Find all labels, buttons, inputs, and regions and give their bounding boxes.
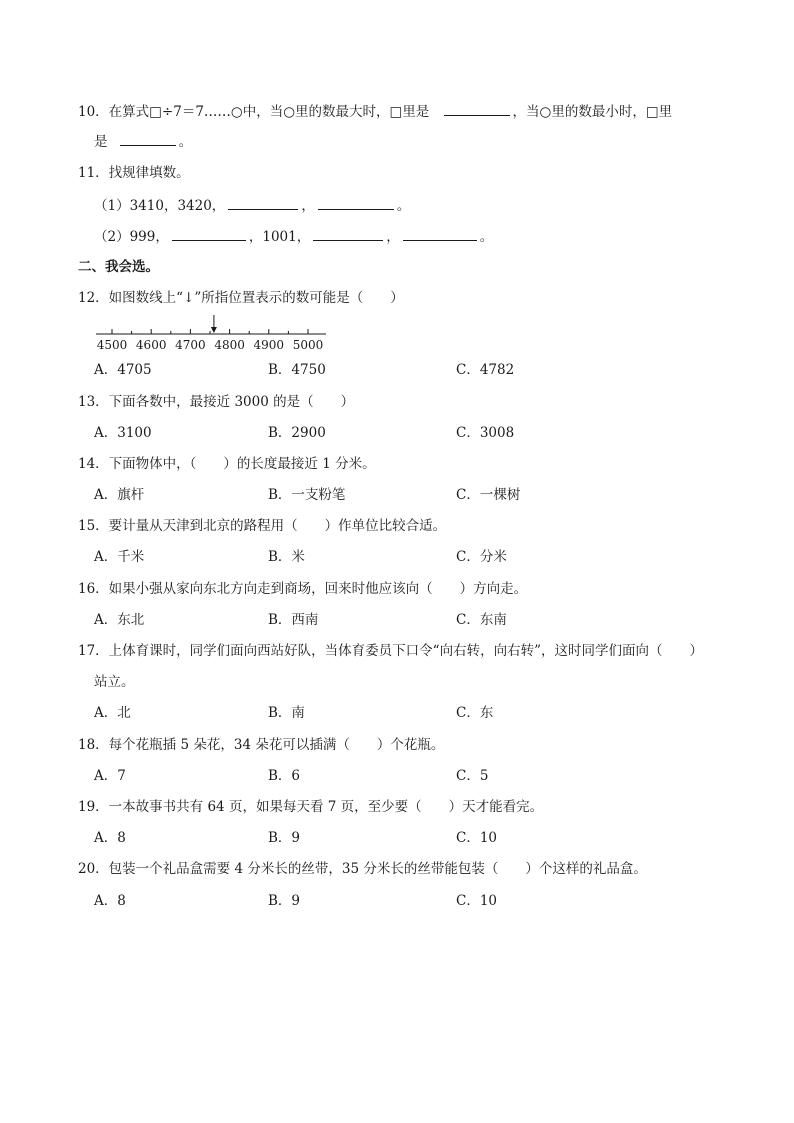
q14-option-c[interactable]: C．一棵树 xyxy=(456,487,521,503)
q12-stem-a: 12．如图数线上“ xyxy=(78,290,184,306)
q10-text-a: 10．在算式□÷7＝7……○中，当○里的数最大时，□里是 xyxy=(78,104,430,120)
q13-option-b[interactable]: B．2900 xyxy=(268,425,326,441)
q19-option-b[interactable]: B．9 xyxy=(268,830,301,846)
number-line-label: 4700 xyxy=(175,338,206,352)
question-14-stem: 14．下面物体中，（ ）的长度最接近 1 分米。 xyxy=(78,456,376,472)
question-11-sub-2 xyxy=(94,227,493,246)
question-10-line-2 xyxy=(94,132,192,151)
question-11-title: 11．找规律填数。 xyxy=(78,165,190,181)
q16-option-b[interactable]: B．西南 xyxy=(268,612,319,628)
q12-option-a[interactable]: A．4705 xyxy=(94,362,152,378)
number-line-label: 4900 xyxy=(253,338,285,352)
number-line xyxy=(94,313,334,353)
q11-sub1-prefix: （1）3410，3420， xyxy=(94,198,226,214)
question-11-sub-1 xyxy=(94,196,410,215)
question-12-stem xyxy=(78,289,404,307)
q17-option-c[interactable]: C．东 xyxy=(456,705,494,721)
q15-option-b[interactable]: B．米 xyxy=(268,549,305,565)
q16-option-a[interactable]: A．东北 xyxy=(94,612,145,628)
q11-sub1-blank-1[interactable] xyxy=(228,196,298,210)
q20-option-a[interactable]: A．8 xyxy=(94,893,126,909)
q11-sub2-prefix: （2）999， xyxy=(94,229,169,245)
q12-option-c[interactable]: C．4782 xyxy=(456,362,515,378)
q15-option-a[interactable]: A．千米 xyxy=(94,549,145,565)
q20-option-b[interactable]: B．9 xyxy=(268,893,301,909)
down-arrow-icon: ↓ xyxy=(183,290,195,306)
question-15-stem: 15．要计量从天津到北京的路程用（ ）作单位比较合适。 xyxy=(78,518,447,534)
q11-sub2-mid: ，1001， xyxy=(248,229,311,245)
q10-text-d: 。 xyxy=(178,134,193,150)
q12-stem-b: ”所指位置表示的数可能是（ ） xyxy=(194,290,404,306)
question-19-stem: 19．一本故事书共有 64 页，如果每天看 7 页，至少要（ ）天才能看完。 xyxy=(78,799,544,815)
number-line-svg xyxy=(94,313,334,353)
q18-option-c[interactable]: C．5 xyxy=(456,768,489,784)
question-18-stem: 18．每个花瓶插 5 朵花，34 朵花可以插满（ ）个花瓶。 xyxy=(78,737,445,753)
number-line-label: 4500 xyxy=(96,338,128,352)
q10-text-b: ，当○里的数最小时，□里 xyxy=(512,104,673,120)
q14-option-a[interactable]: A．旗杆 xyxy=(94,487,145,503)
number-line-label: 4800 xyxy=(214,338,245,352)
question-10-line-1 xyxy=(78,102,672,121)
q20-option-c[interactable]: C．10 xyxy=(456,893,498,909)
q15-option-c[interactable]: C．分米 xyxy=(456,549,507,565)
question-13-stem: 13．下面各数中，最接近 3000 的是（ ） xyxy=(78,394,355,410)
q19-option-a[interactable]: A．8 xyxy=(94,830,126,846)
q17-option-b[interactable]: B．南 xyxy=(268,705,305,721)
q11-sub2-sep: ， xyxy=(386,229,400,245)
q14-option-b[interactable]: B．一支粉笔 xyxy=(268,487,346,503)
q16-option-c[interactable]: C．东南 xyxy=(456,612,507,628)
q17-option-a[interactable]: A．北 xyxy=(94,705,131,721)
q19-option-c[interactable]: C．10 xyxy=(456,830,498,846)
q10-answer-blank-2[interactable] xyxy=(120,132,176,146)
q11-sub1-sep: ， xyxy=(301,198,315,214)
q18-option-a[interactable]: A．7 xyxy=(94,768,126,784)
q11-sub2-blank-1[interactable] xyxy=(172,227,246,241)
q11-sub2-blank-2[interactable] xyxy=(313,227,383,241)
q11-sub1-end: 。 xyxy=(396,198,411,214)
section-title: 二、我会选。 xyxy=(78,259,159,275)
q12-option-b[interactable]: B．4750 xyxy=(268,362,326,378)
q18-option-b[interactable]: B．6 xyxy=(268,768,301,784)
q11-sub2-end: 。 xyxy=(479,229,494,245)
question-16-stem: 16．如果小强从家向东北方向走到商场，回来时他应该向（ ）方向走。 xyxy=(78,581,528,597)
q13-option-c[interactable]: C．3008 xyxy=(456,425,515,441)
number-line-label: 4600 xyxy=(135,338,167,352)
question-17-stem-line-1: 17．上体育课时，同学们面向西站好队，当体育委员下口令“向右转，向右转”，这时同学们面向（ ） xyxy=(78,643,703,659)
q11-sub1-blank-2[interactable] xyxy=(318,196,394,210)
question-17-stem-line-2: 站立。 xyxy=(94,674,135,690)
number-line-label: 5000 xyxy=(292,338,324,352)
q11-sub2-blank-3[interactable] xyxy=(403,227,477,241)
q13-option-a[interactable]: A．3100 xyxy=(94,425,152,441)
question-20-stem: 20．包装一个礼品盒需要 4 分米长的丝带，35 分米长的丝带能包装（ ）个这样的礼品盒。 xyxy=(78,861,647,877)
q10-answer-blank-1[interactable] xyxy=(444,102,510,116)
number-line-arrow-head xyxy=(211,327,217,333)
q10-text-c: 是 xyxy=(94,134,108,150)
